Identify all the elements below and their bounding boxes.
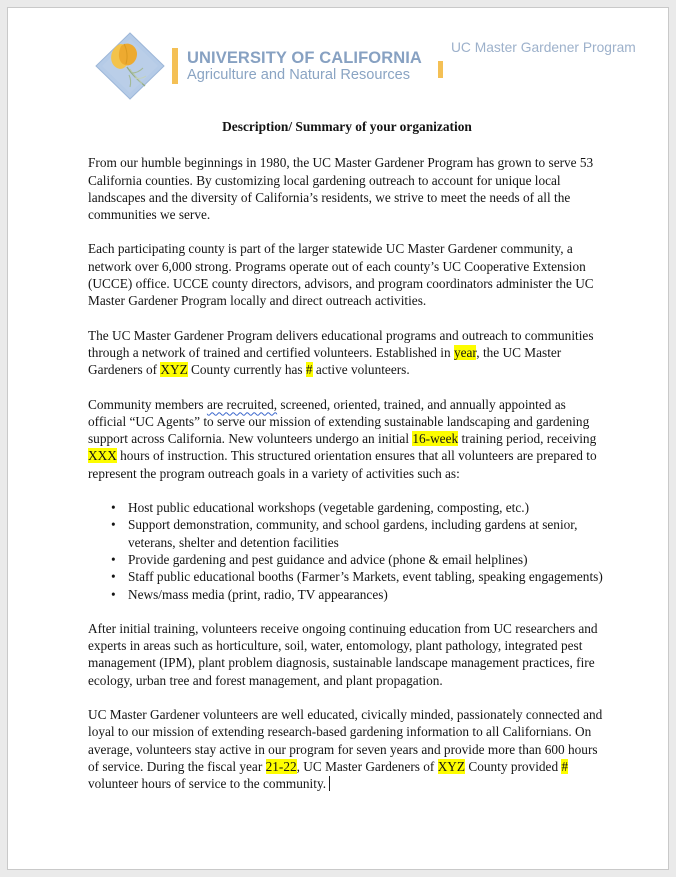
highlighted-placeholder: XYZ (437, 758, 466, 774)
letterhead (94, 30, 636, 102)
bullet-icon: • (111, 517, 116, 533)
list-item-helplines[interactable] (88, 551, 606, 568)
uc-anr-poppy-logo-icon (94, 31, 166, 101)
bullet-icon: • (111, 500, 116, 516)
paragraph-service-hours[interactable]: UC Master Gardener volunteers are well educated, civically minded, passionately connected and loyal to our mission of extending research-based gardening information to all Californians. On average, volunteers stay active in our program for seven years and provide more than 600 hours of service. During the fiscal year 21-22, UC Master Gardeners of XYZ County provided # volunteer hours of service to the community. (88, 707, 603, 792)
gold-bar-divider-small (438, 61, 443, 78)
paragraph-continuing-education[interactable]: After initial training, volunteers receive ongoing continuing education from UC researchers and experts in areas such as horticulture, soil, water, entomology, plant pathology, integrated pest management (IPM), plant problem diagnosis, sustainable landscape management practices, fire ecology, urban tree and forest management, and plant propagation. (88, 620, 598, 688)
document-body[interactable] (88, 118, 606, 793)
brand-block (187, 49, 422, 84)
list-item-text: Staff public educational booths (Farmer’s Markets, event tabling, speaking engagements) (128, 569, 603, 585)
list-item-text: Provide gardening and pest guidance and advice (phone & email helplines) (128, 551, 528, 567)
highlighted-placeholder: # (305, 362, 313, 378)
paragraph-training[interactable]: Community members are recruited, screened, oriented, trained, and annually appointed as official “UC Agents” to serve our mission of extending sustainable landscaping and gardening support across California. New volunteers undergo an initial 16-week training period, receiving XXX hours of instruction. This structured orientation ensures that all volunteers are prepared to represent the program outreach goals in a variety of activities such as: (88, 396, 597, 481)
gold-bar-divider (172, 48, 178, 84)
document-page[interactable] (7, 7, 669, 870)
list-item-workshops[interactable] (88, 499, 606, 516)
bullet-icon: • (111, 569, 116, 585)
highlighted-placeholder: # (561, 758, 569, 774)
list-item-text: Support demonstration, community, and school gardens, including gardens at senior, veterans, shelter and detention facilities (128, 517, 578, 550)
text-cursor (329, 776, 330, 791)
bullet-icon: • (111, 586, 116, 602)
list-item-gardens[interactable] (88, 516, 606, 551)
list-item-text: News/mass media (print, radio, TV appearances) (128, 586, 388, 602)
paragraph-county-network[interactable]: Each participating county is part of the larger statewide UC Master Gardener community, a network over 6,000 strong. Programs operate out of each county’s UC Cooperative Extension (UCCE) office. UCCE county directors, advisors, and program coordinators administer the UC Master Gardener Program locally and direct outreach activities. (88, 241, 594, 309)
list-item-text: Host public educational workshops (vegetable gardening, composting, etc.) (128, 500, 530, 516)
list-item-booths[interactable] (88, 568, 606, 585)
activities-list (88, 499, 606, 603)
document-title[interactable]: Description/ Summary of your organization (222, 119, 472, 134)
brand-title: UNIVERSITY OF CALIFORNIA (187, 48, 422, 67)
paragraph-history[interactable]: From our humble beginnings in 1980, the UC Master Gardener Program has grown to serve 53 California counties. By customizing local gardening outreach to account for unique local landscapes and the diversity of California’s residents, we strive to meet the needs of all the communities we serve. (88, 155, 594, 223)
paragraph-volunteers[interactable]: The UC Master Gardener Program delivers educational programs and outreach to communities through a network of trained and certified volunteers. Established in year, the UC Master Gardeners of XYZ County currently has # active volunteers. (88, 327, 594, 378)
grammar-flagged-text: are recruited, (206, 396, 278, 412)
highlighted-placeholder: XXX (88, 448, 117, 464)
highlighted-placeholder: 16-week (412, 431, 459, 447)
highlighted-placeholder: XYZ (160, 362, 188, 378)
brand-subtitle: Agriculture and Natural Resources (187, 66, 411, 83)
program-name: UC Master Gardener Program (450, 40, 636, 55)
highlighted-placeholder: year (453, 344, 477, 360)
list-item-media[interactable] (88, 586, 606, 603)
highlighted-placeholder: 21-22 (265, 758, 297, 774)
bullet-icon: • (111, 551, 116, 567)
